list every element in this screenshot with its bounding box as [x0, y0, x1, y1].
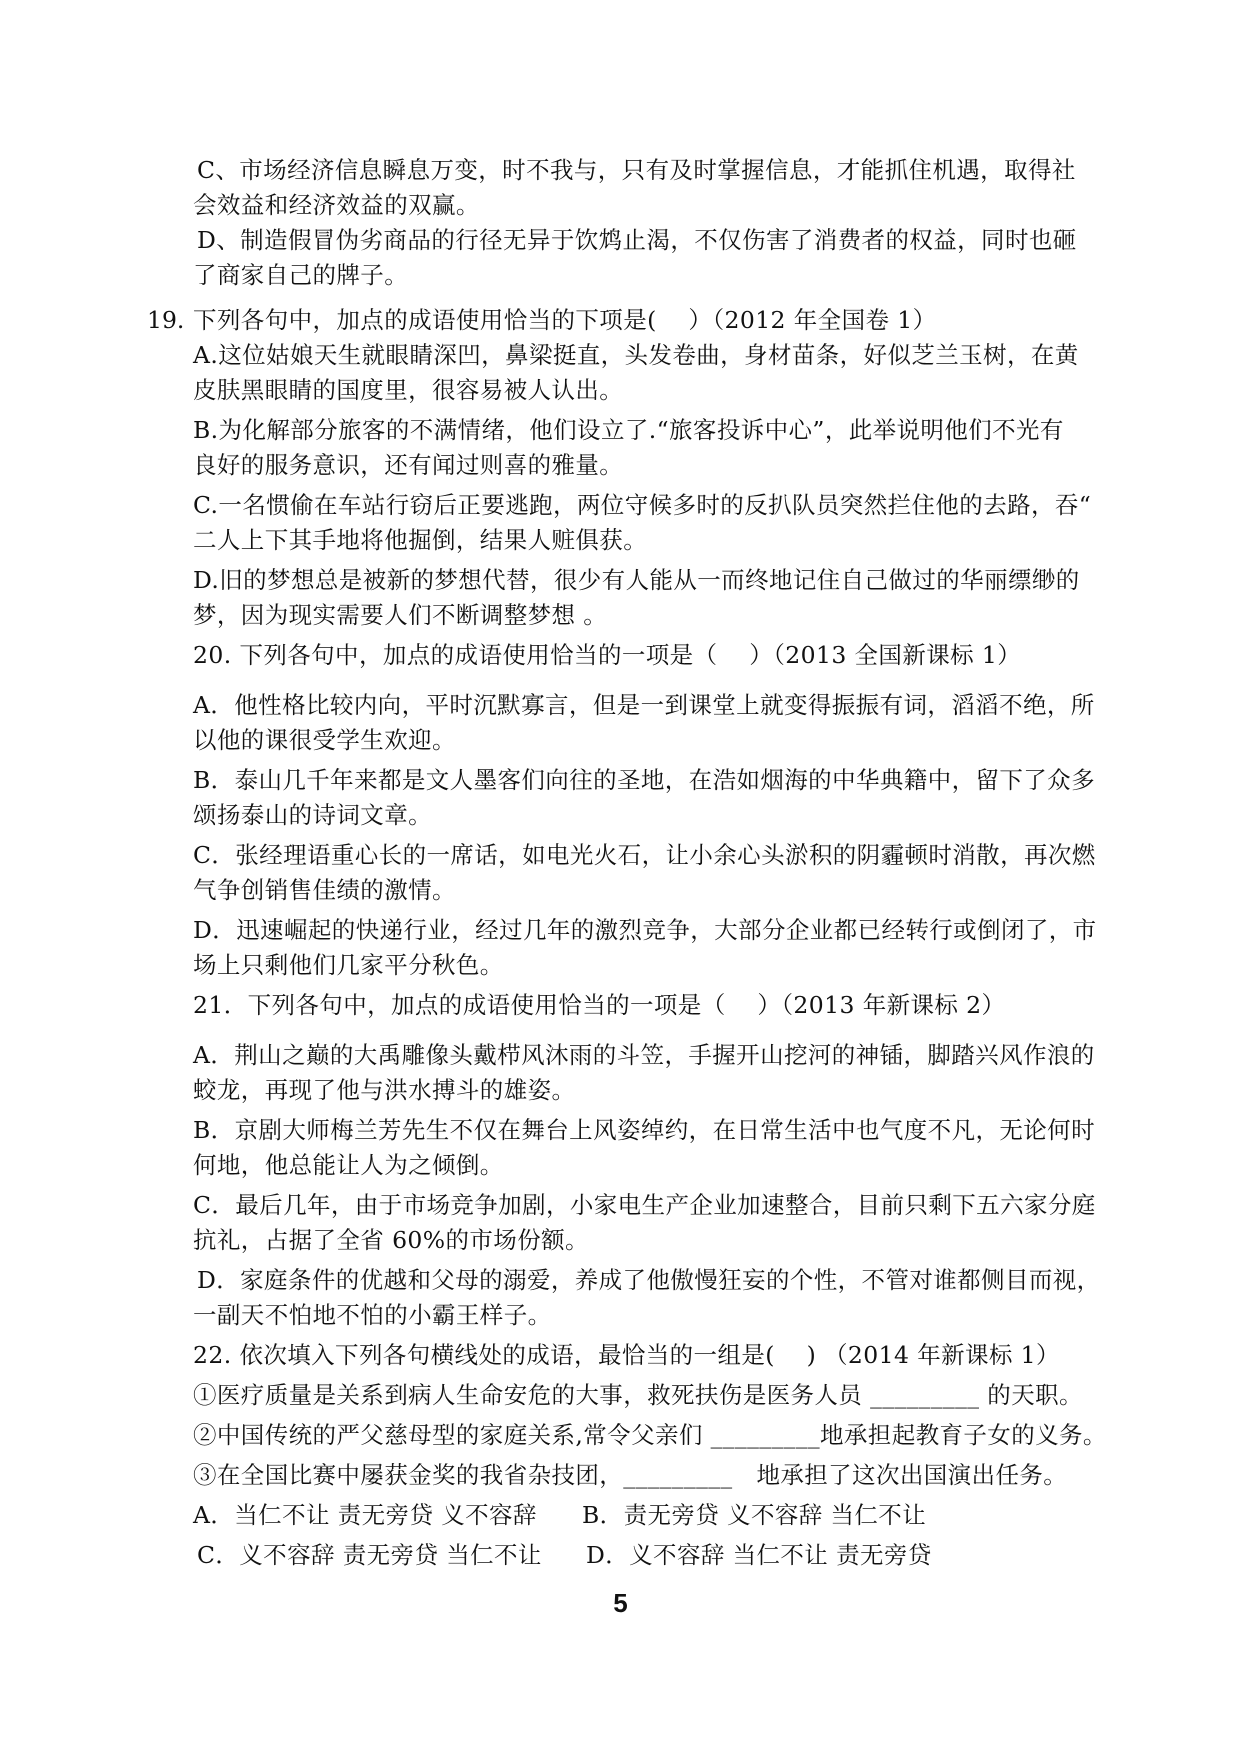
q18-option-c-line2: 会效益和经济效益的双赢。	[193, 191, 480, 219]
page-number: 5	[613, 1588, 628, 1618]
q19-option-b-line2: 良好的服务意识，还有闻过则喜的雅量。	[193, 451, 624, 479]
q20-option-a-line1: A．他性格比较内向，平时沉默寡言，但是一到课堂上就变得振振有词，滔滔不绝，所	[193, 691, 1095, 719]
q22-sentence-3: ③在全国比赛中屡获金奖的我省杂技团，_________ 地承担了这次出国演出任务。	[193, 1461, 1068, 1489]
q21-option-d-line1: D．家庭条件的优越和父母的溺爱，养成了他傲慢狂妄的个性，不管对谁都侧目而视，	[197, 1266, 1101, 1294]
q20-stem: 20. 下列各句中，加点的成语使用恰当的一项是（ ）（2013 全国新课标 1）	[193, 641, 1022, 669]
q19-option-a-line1: A.这位姑娘天生就眼睛深凹，鼻梁挺直，头发卷曲，身材苗条，好似芝兰玉树，在黄	[193, 341, 1079, 369]
q20-option-c-line2: 气争创销售佳绩的激情。	[193, 876, 456, 904]
q21-option-c-line1: C．最后几年，由于市场竞争加剧，小家电生产企业加速整合，目前只剩下五六家分庭	[193, 1191, 1096, 1219]
q20-option-d-line1: D．迅速崛起的快递行业，经过几年的激烈竞争，大部分企业都已经转行或倒闭了，市	[193, 916, 1097, 944]
q18-option-d-line2: 了商家自己的牌子。	[193, 261, 409, 289]
q21-option-b-line1: B．京剧大师梅兰芳先生不仅在舞台上风姿绰约，在日常生活中也气度不凡，无论何时	[193, 1116, 1095, 1144]
q21-stem: 21．下列各句中，加点的成语使用恰当的一项是（ ）（2013 年新课标 2）	[193, 991, 1006, 1019]
q21-option-b-line2: 何地，他总能让人为之倾倒。	[193, 1151, 504, 1179]
q22-sentence-2: ②中国传统的严父慈母型的家庭关系,常令父亲们 _________地承担起教育子女的义务。	[193, 1421, 1107, 1449]
q22-option-c: C．义不容辞 责无旁贷 当仁不让	[197, 1541, 542, 1569]
q19-stem: 下列各句中，加点的成语使用恰当的下项是( ）（2012 年全国卷 1）	[193, 306, 937, 334]
q21-option-c-line2: 抗礼，占据了全省 60%的市场份额。	[193, 1226, 589, 1254]
q20-option-b-line1: B．泰山几千年来都是文人墨客们向往的圣地，在浩如烟海的中华典籍中，留下了众多	[193, 766, 1095, 794]
q18-option-c-line1: C、市场经济信息瞬息万变，时不我与，只有及时掌握信息，才能抓住机遇，取得社	[197, 156, 1076, 184]
q20-option-d-line2: 场上只剩他们几家平分秋色。	[193, 951, 504, 979]
q21-option-a-line2: 蛟龙，再现了他与洪水搏斗的雄姿。	[193, 1076, 576, 1104]
q22-option-a: A．当仁不让 责无旁贷 义不容辞	[193, 1501, 537, 1529]
q19-option-a-line2: 皮肤黑眼睛的国度里，很容易被人认出。	[193, 376, 624, 404]
q22-sentence-1: ①医疗质量是关系到病人生命安危的大事，救死扶伤是医务人员 _________ 的天职。	[193, 1381, 1083, 1409]
q20-option-b-line2: 颂扬泰山的诗词文章。	[193, 801, 432, 829]
q21-option-a-line1: A．荆山之巅的大禹雕像头戴栉风沐雨的斗笠，手握开山挖河的神锸，脚踏兴风作浪的	[193, 1041, 1095, 1069]
q22-option-d: D．义不容辞 当仁不让 责无旁贷	[586, 1541, 932, 1569]
q22-stem: 22. 依次填入下列各句横线处的成语，最恰当的一组是( ) （2014 年新课标 1）	[193, 1341, 1060, 1369]
q19-option-d-line2: 梦，因为现实需要人们不断调整梦想 。	[193, 601, 608, 629]
q21-option-d-line2: 一副天不怕地不怕的小霸王样子。	[193, 1301, 552, 1329]
q20-option-a-line2: 以他的课很受学生欢迎。	[193, 726, 456, 754]
q19-option-c-line2: 二人上下其手地将他掘倒，结果人赃俱获。	[193, 526, 648, 554]
q19-number: 19.	[147, 306, 185, 334]
q20-option-c-line1: C．张经理语重心长的一席话，如电光火石，让小余心头淤积的阴霾顿时消散，再次燃	[193, 841, 1096, 869]
q19-option-b-line1: B.为化解部分旅客的不满情绪，他们设立了.“旅客投诉中心”，此举说明他们不光有	[193, 416, 1064, 444]
q22-option-b: B．责无旁贷 义不容辞 当仁不让	[582, 1501, 927, 1529]
q19-option-d-line1: D.旧的梦想总是被新的梦想代替，很少有人能从一而终地记住自己做过的华丽缥缈的	[193, 566, 1080, 594]
q19-option-c-line1: C.一名惯偷在车站行窃后正要逃跑，两位守候多时的反扒队员突然拦住他的去路，吞“	[193, 491, 1092, 519]
q18-option-d-line1: D、制造假冒伪劣商品的行径无异于饮鸩止渴，不仅伤害了消费者的权益，同时也砸	[197, 226, 1077, 254]
